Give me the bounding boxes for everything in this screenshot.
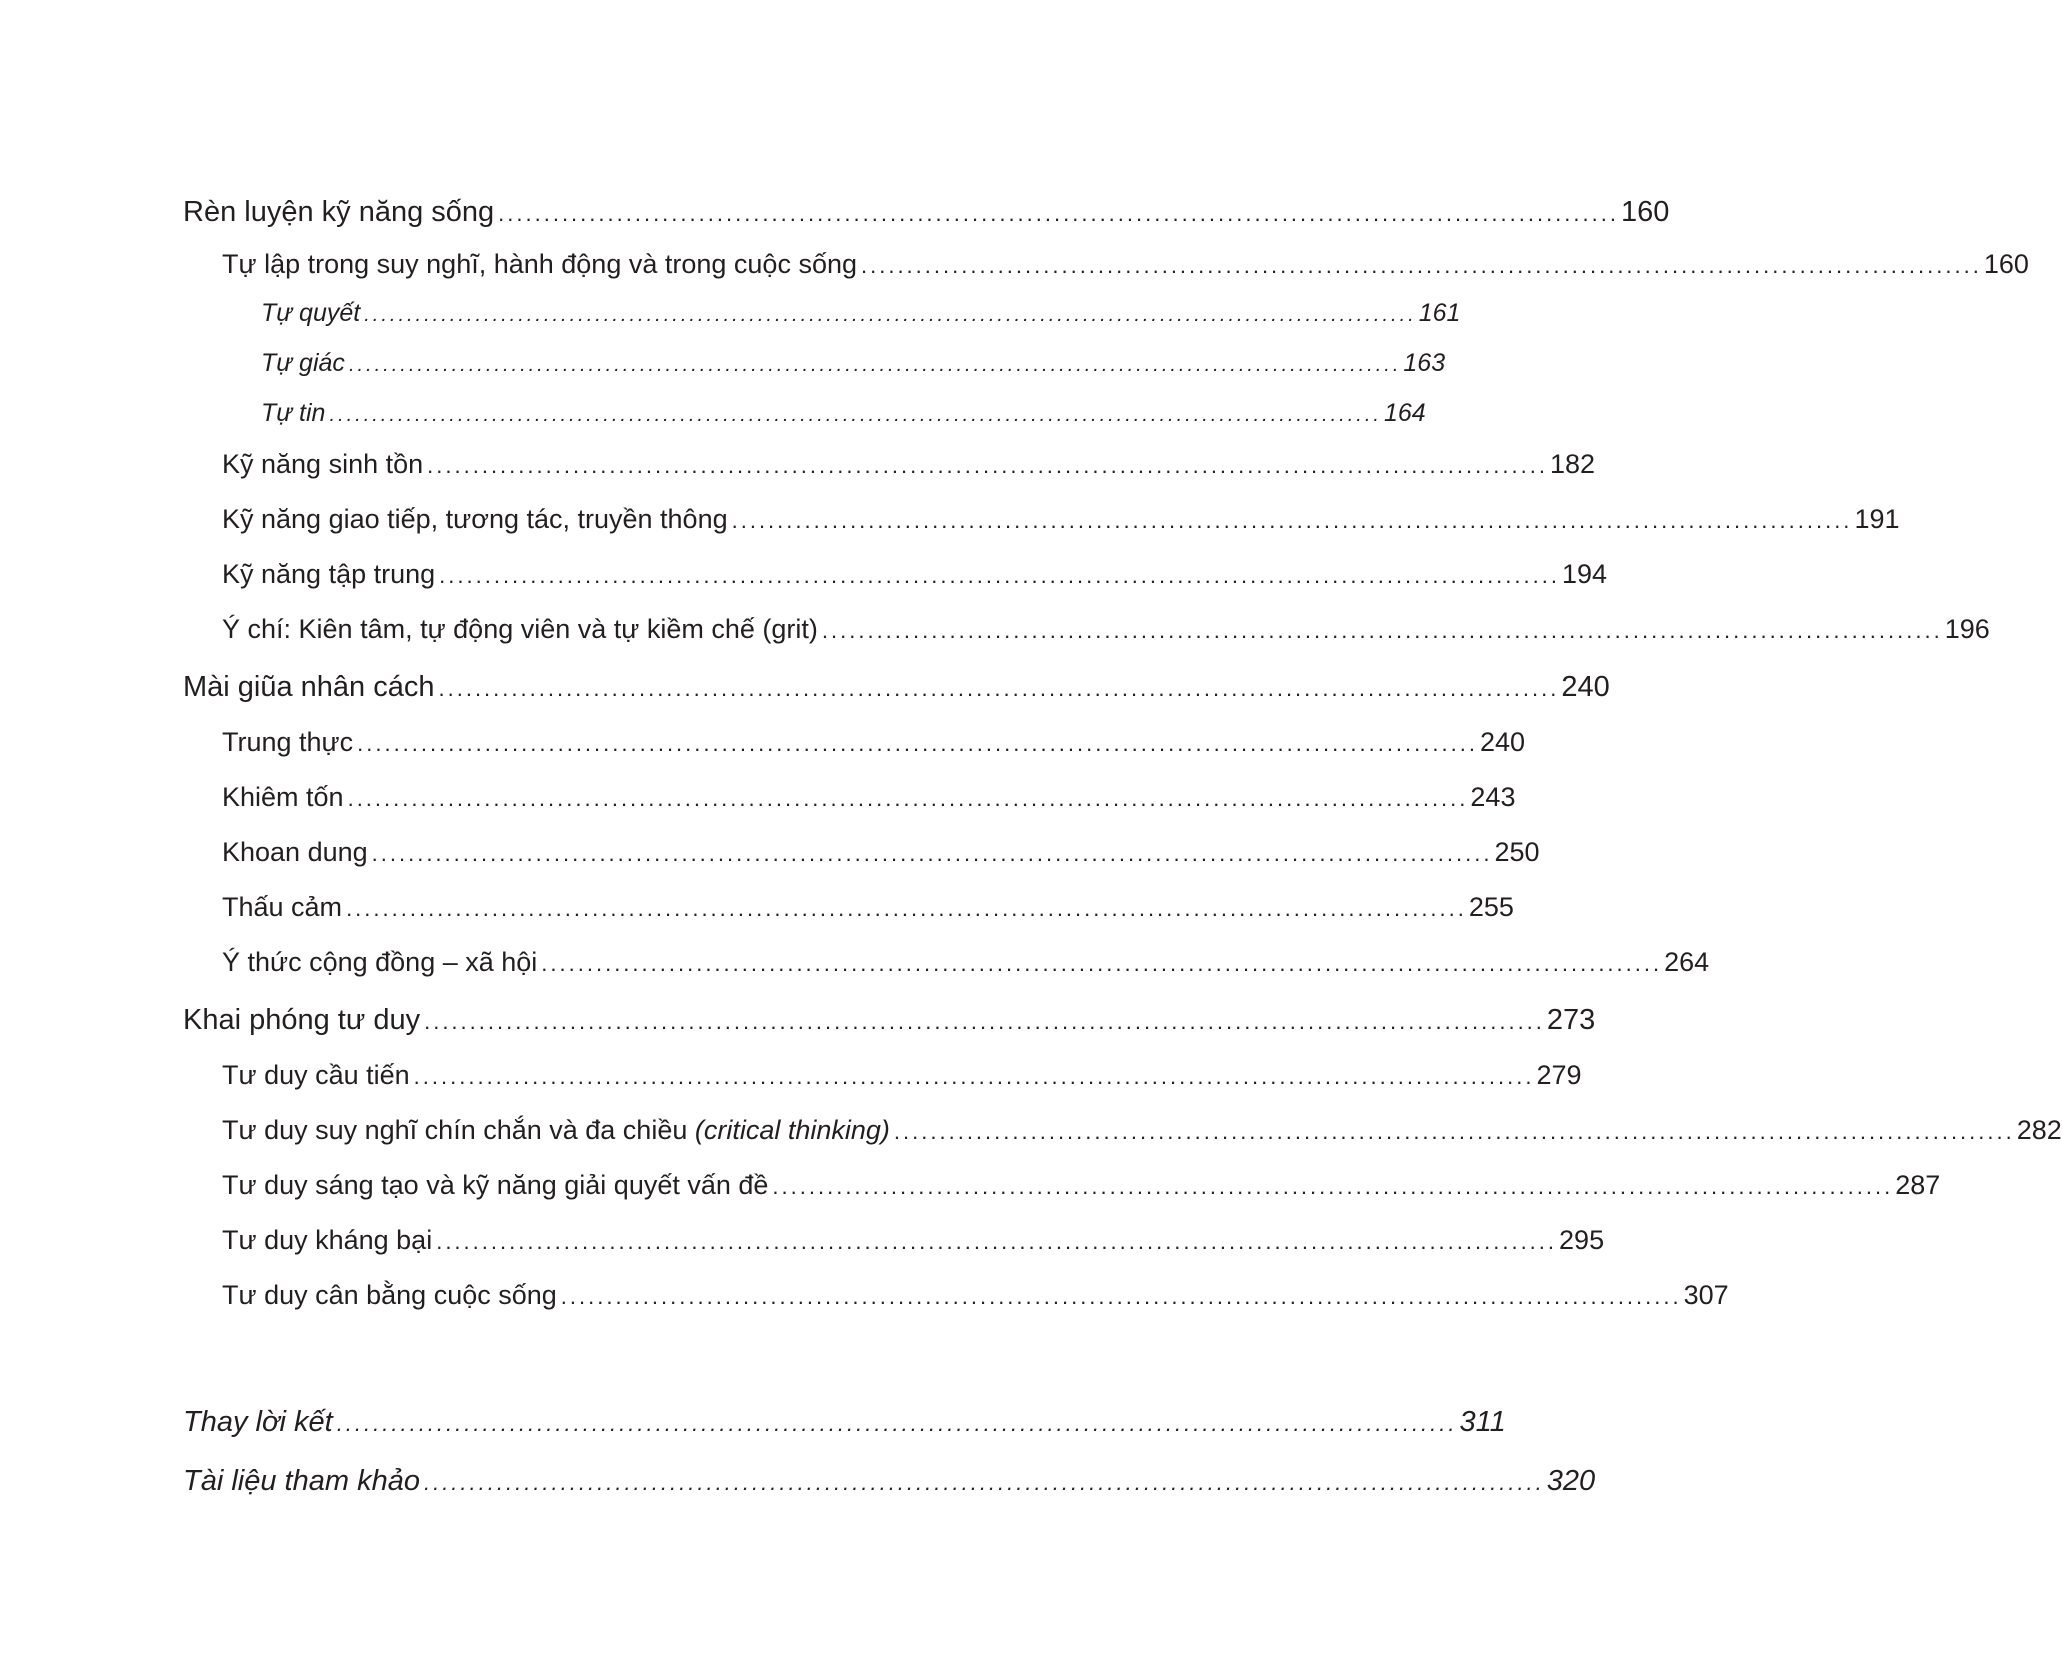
- toc-end-entry[interactable]: [183, 1405, 1506, 1441]
- toc-entry-title: Kỹ năng giao tiếp, tương tác, truyền thông: [222, 504, 728, 534]
- toc-section-heading[interactable]: [183, 195, 1670, 231]
- dot-leader: ...........................................................................................................................: [336, 1411, 1458, 1436]
- toc-page-number: 160: [1620, 196, 1670, 228]
- toc-entry[interactable]: [222, 247, 2029, 283]
- toc-entry[interactable]: [222, 780, 1516, 816]
- toc-page-number: 311: [1459, 1406, 1506, 1438]
- toc-page-number: 163: [1403, 349, 1446, 377]
- toc-entry-title: Thay lời kết: [183, 1406, 333, 1438]
- toc-entry[interactable]: [222, 1223, 1605, 1259]
- toc-entry-title: Khai phóng tư duy: [183, 1004, 421, 1036]
- toc-entry-title: Tư duy sáng tạo và kỹ năng giải quyết vấn đề: [222, 1170, 769, 1200]
- toc-entry[interactable]: [222, 835, 1540, 871]
- toc-end-entry[interactable]: [183, 1464, 1596, 1500]
- toc-entry-title: Mài giũa nhân cách: [183, 671, 435, 703]
- dot-leader: ...........................................................................................................................: [364, 304, 1417, 326]
- dot-leader: ...........................................................................................................................: [436, 1229, 1558, 1254]
- dot-leader: ...........................................................................................................................: [329, 404, 1382, 426]
- toc-entry[interactable]: [222, 557, 1608, 593]
- dot-leader: ...........................................................................................................................: [423, 1470, 1545, 1495]
- toc-entry[interactable]: [222, 612, 1990, 648]
- toc-page-number: 255: [1468, 892, 1514, 922]
- toc-entry[interactable]: [222, 1113, 2062, 1149]
- dot-leader: ...........................................................................................................................: [821, 618, 1943, 643]
- toc-page-number: 164: [1383, 399, 1426, 427]
- toc-subentry[interactable]: [261, 396, 1426, 432]
- dot-leader: ...........................................................................................................................: [427, 453, 1548, 478]
- toc-entry[interactable]: [222, 447, 1596, 483]
- toc-page-number: 160: [1983, 249, 2029, 279]
- toc-page-number: 161: [1418, 299, 1461, 327]
- toc-page-number: 320: [1546, 1465, 1596, 1497]
- toc-entry-title: Kỹ năng tập trung: [222, 559, 436, 589]
- dot-leader: ...........................................................................................................................: [541, 951, 1663, 976]
- toc-page-number: 264: [1664, 947, 1710, 977]
- toc-page-number: 194: [1561, 559, 1608, 589]
- dot-leader: ...........................................................................................................................: [731, 508, 1853, 533]
- dot-leader: ...........................................................................................................................: [347, 786, 1469, 811]
- toc-entry-title: Khiêm tốn: [222, 782, 344, 812]
- toc-entry-title: Khoan dung: [222, 837, 368, 867]
- dot-leader: ...........................................................................................................................: [772, 1174, 1894, 1199]
- toc-page-number: 307: [1683, 1280, 1729, 1310]
- toc-entry[interactable]: [222, 502, 1900, 538]
- toc-entry[interactable]: [222, 1168, 1941, 1204]
- dot-leader: ...........................................................................................................................: [438, 676, 1560, 701]
- toc-entry[interactable]: [222, 945, 1710, 981]
- toc-entry-title: Kỹ năng sinh tồn: [222, 449, 424, 479]
- toc-page-number: 196: [1944, 614, 1990, 644]
- toc-entry-title: Tự tin: [261, 399, 326, 427]
- toc-page-number: 243: [1470, 782, 1516, 812]
- toc-page-number: 273: [1546, 1004, 1596, 1036]
- dot-leader: ...........................................................................................................................: [439, 563, 1560, 588]
- toc-page-number: 295: [1559, 1225, 1605, 1255]
- toc-entry-title: Tư duy cầu tiến: [222, 1060, 410, 1090]
- toc-entry-title: Tự giác: [261, 349, 345, 377]
- toc-entry-title: Tự lập trong suy nghĩ, hành động và trong cuộc sống: [222, 249, 857, 279]
- toc-section-heading[interactable]: [183, 670, 1610, 706]
- toc-entry-title-main: Tư duy suy nghĩ chín chắn và đa chiều: [222, 1115, 695, 1145]
- toc-entry[interactable]: [222, 725, 1526, 761]
- toc-entry-title: Rèn luyện kỹ năng sống: [183, 196, 495, 228]
- toc-entry-title: [222, 1113, 890, 1147]
- dot-leader: ...........................................................................................................................: [893, 1119, 2015, 1144]
- dot-leader: ...........................................................................................................................: [357, 731, 1478, 756]
- toc-page-number: 182: [1549, 449, 1596, 479]
- toc-entry-title: Ý chí: Kiên tâm, tự động viên và tự kiềm chế (grit): [222, 614, 818, 644]
- dot-leader: ...........................................................................................................................: [346, 896, 1467, 921]
- dot-leader: ...........................................................................................................................: [560, 1284, 1682, 1309]
- toc-page-number: 279: [1536, 1060, 1582, 1090]
- toc-page-number: 240: [1561, 671, 1610, 703]
- toc-page-number: 240: [1479, 727, 1526, 757]
- toc-subentry[interactable]: [261, 346, 1446, 382]
- toc-entry-title: Trung thực: [222, 727, 354, 757]
- toc-subentry[interactable]: [261, 296, 1461, 332]
- toc-section-heading[interactable]: [183, 1003, 1596, 1039]
- dot-leader: ...........................................................................................................................: [348, 354, 1402, 376]
- toc-page-number: 287: [1895, 1170, 1941, 1200]
- toc-page-number: 191: [1854, 504, 1900, 534]
- toc-entry-title: Tài liệu tham khảo: [183, 1465, 420, 1497]
- toc-entry-title-italic: (critical thinking): [694, 1115, 890, 1145]
- toc-entry-title: Tự quyết: [261, 299, 361, 327]
- toc-entry-title: Ý thức cộng đồng – xã hội: [222, 947, 538, 977]
- dot-leader: ...........................................................................................................................: [413, 1064, 1535, 1089]
- dot-leader: ...........................................................................................................................: [371, 841, 1493, 866]
- toc-entry[interactable]: [222, 1278, 1729, 1314]
- toc-entry-title: Tư duy cân bằng cuộc sống: [222, 1280, 557, 1310]
- toc-entry-title: Thấu cảm: [222, 892, 343, 922]
- dot-leader: ...........................................................................................................................: [861, 253, 1982, 278]
- toc-entry[interactable]: [222, 1058, 1582, 1094]
- dot-leader: ...........................................................................................................................: [498, 201, 1619, 226]
- toc-entry-title: Tư duy kháng bại: [222, 1225, 433, 1255]
- toc-entry[interactable]: [222, 890, 1514, 926]
- toc-page-number: 282: [2016, 1115, 2062, 1145]
- dot-leader: ...........................................................................................................................: [424, 1009, 1545, 1034]
- toc-page-number: 250: [1494, 837, 1540, 867]
